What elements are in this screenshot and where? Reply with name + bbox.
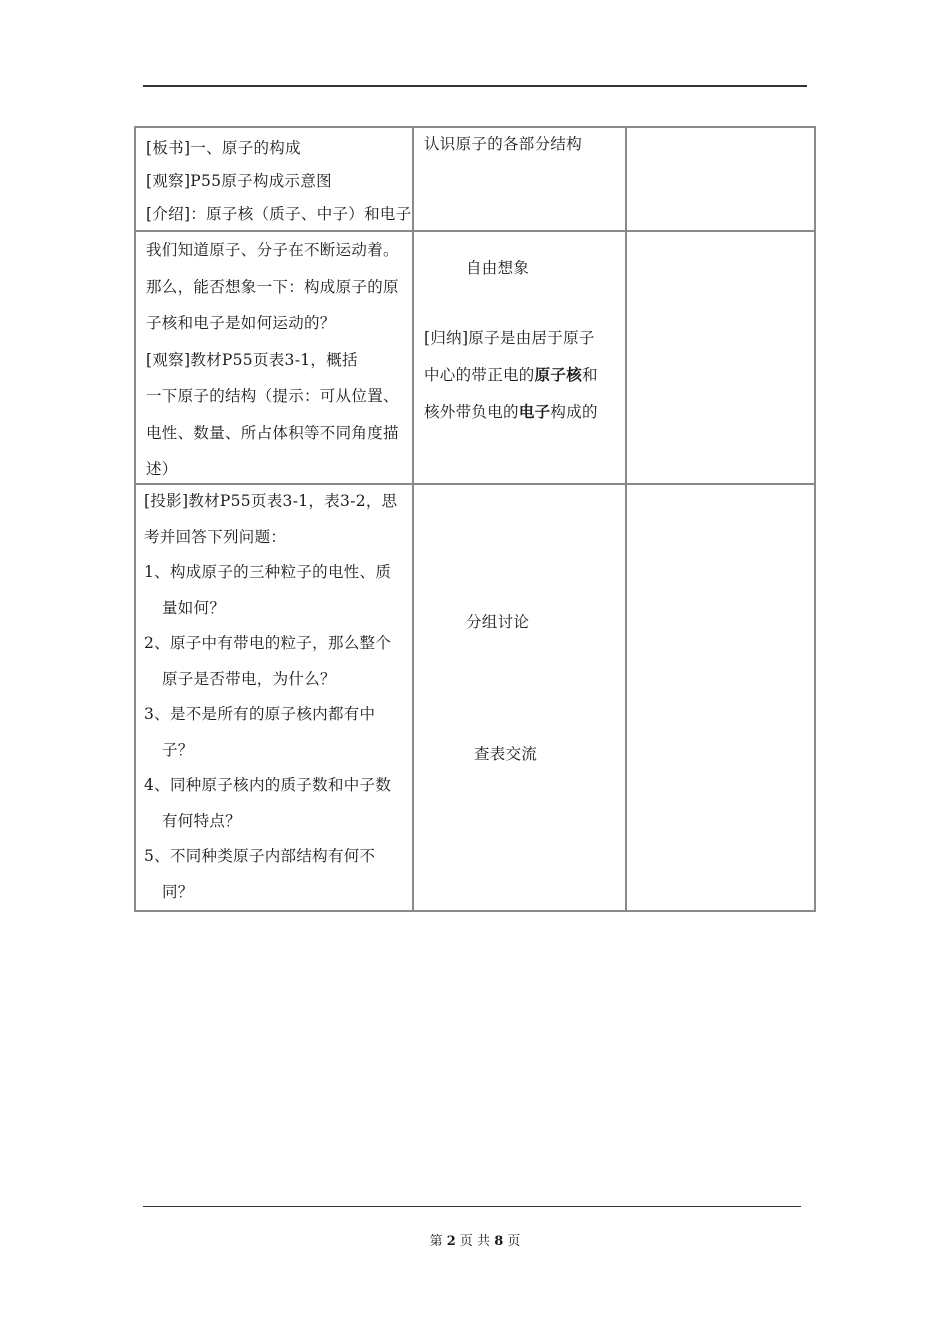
row1-teacher-cell <box>146 132 412 231</box>
table-column-divider <box>625 128 627 910</box>
row3-teacher-cell <box>144 484 397 910</box>
row2-summary <box>424 320 598 431</box>
page-suffix: 页 <box>507 1234 521 1249</box>
text-fragment: 核外带负电的 <box>424 403 519 421</box>
text-line <box>424 394 598 431</box>
text-line: 述） <box>146 460 178 478</box>
question-line: 5、不同种类原子内部结构有何不 <box>144 847 376 865</box>
text-line: 我们知道原子、分子在不断运动着。 <box>146 241 399 259</box>
text-fragment: 和 <box>582 366 598 384</box>
lesson-table <box>134 126 816 912</box>
text-line: 考并回答下列问题： <box>144 527 287 546</box>
question-line: 2、原子中有带电的粒子，那么整个 <box>144 634 392 652</box>
footer-rule <box>143 1206 801 1207</box>
row3-student-activity: 查表交流 <box>474 745 538 763</box>
text-line: [板书]一、原子的构成 <box>146 139 301 157</box>
row1-student-cell <box>424 132 582 157</box>
text-line: [归纳]原子是由居于原子 <box>424 329 595 347</box>
row3-student-activity: 分组讨论 <box>466 613 530 631</box>
bold-term: 电子 <box>518 403 551 421</box>
text-line <box>424 357 598 394</box>
text-line: 子核和电子是如何运动的？ <box>146 314 336 332</box>
table-column-divider <box>412 128 414 910</box>
page-prefix: 第 <box>429 1234 443 1249</box>
question-line: 4、同种原子核内的质子数和中子数 <box>144 776 392 794</box>
question-line: 量如何？ <box>162 598 226 617</box>
page-number <box>0 1230 950 1249</box>
header-rule <box>143 85 807 87</box>
text-fragment: 中心的带正电的 <box>424 366 535 384</box>
text-line: 认识原子的各部分结构 <box>424 135 583 153</box>
text-line: 那么，能否想象一下：构成原子的原 <box>146 277 399 296</box>
text-line: 一下原子的结构（提示：可从位置、 <box>146 387 399 405</box>
question-line: 1、构成原子的三种粒子的电性、质 <box>144 563 392 581</box>
total-pages: 8 <box>494 1234 504 1249</box>
question-line: 原子是否带电，为什么？ <box>162 669 336 688</box>
text-line: [介绍]：原子核（质子、中子）和电子 <box>146 205 412 223</box>
question-line: 子？ <box>162 740 194 759</box>
question-line: 3、是不是所有的原子核内都有中 <box>144 705 376 723</box>
text-line: 电性、数量、所占体积等不同角度描 <box>146 423 399 442</box>
text-line: [观察]教材P55页表3-1，概括 <box>146 350 358 369</box>
current-page: 2 <box>446 1234 456 1249</box>
text-line: [观察]P55原子构成示意图 <box>146 172 332 190</box>
bold-term: 原子核 <box>534 366 583 384</box>
row2-teacher-cell <box>146 232 399 488</box>
row2-student-activity: 自由想象 <box>466 259 530 277</box>
question-line: 有何特点？ <box>162 811 242 830</box>
page-middle: 页 共 <box>459 1234 491 1249</box>
question-line: 同？ <box>162 882 194 901</box>
text-line: [投影]教材P55页表3-1，表3-2，思 <box>144 492 398 510</box>
text-fragment: 构成的 <box>550 403 598 421</box>
